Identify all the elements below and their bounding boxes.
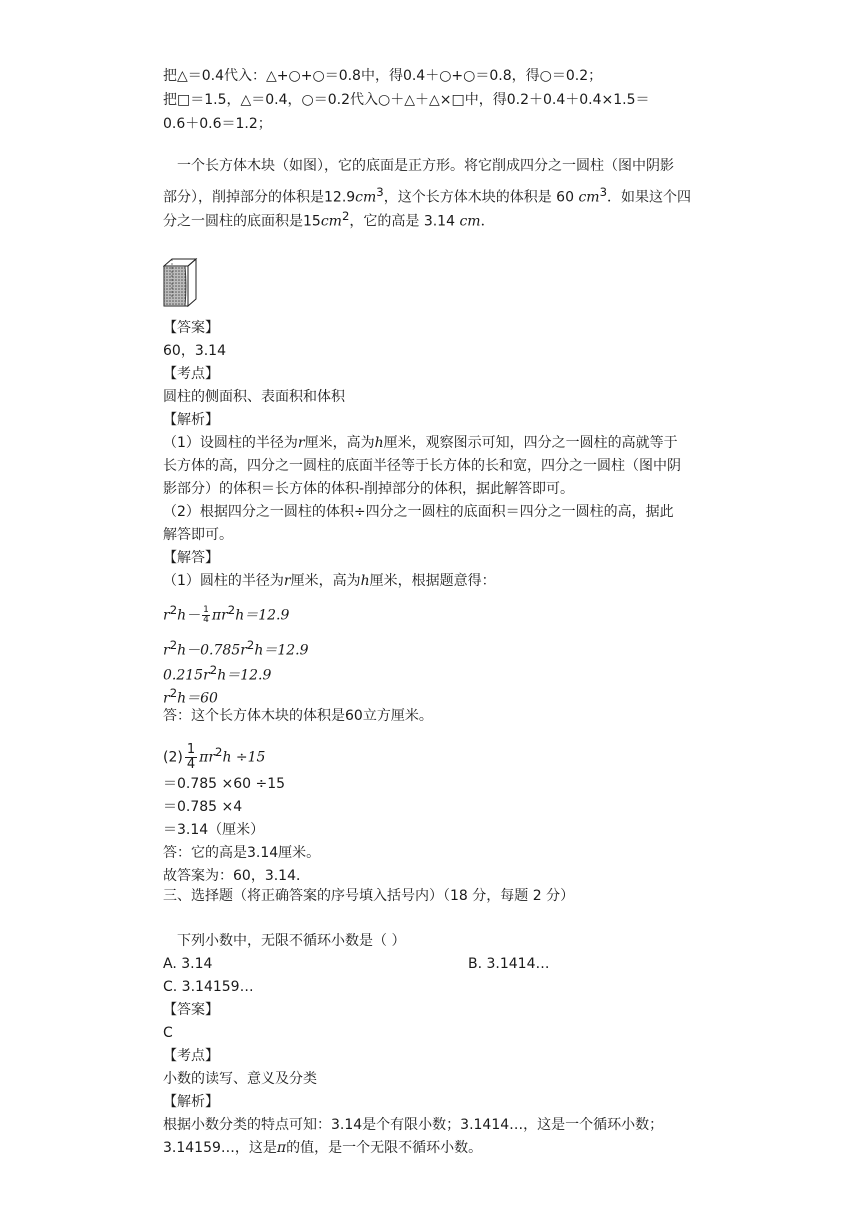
q2-analysis2-text-b: 的值，是一个无限不循环小数。 (286, 1140, 483, 1156)
q1-stem2-text-c: ．如果这个四 (606, 189, 691, 206)
cuboid-figure (163, 258, 199, 312)
fraction-numerator: 1 (186, 742, 196, 758)
eq-term: h＝12.9 (217, 667, 272, 684)
var-r: r (297, 435, 305, 451)
intro-line-3: 0.6＋0.6＝1.2； (163, 116, 272, 132)
fraction-denominator: 4 (203, 615, 209, 626)
eq-term: h ÷15 (222, 749, 266, 766)
eq-term: h＝12.9 (235, 607, 290, 624)
eq-term: h－0.785r (177, 642, 247, 659)
eq-exponent: 2 (169, 603, 178, 617)
eq-term: πr (211, 607, 228, 624)
eq-term: πr (199, 749, 216, 766)
knowledge-point-text: 圆柱的侧面积、表面积和体积 (163, 389, 345, 405)
equation-3 (163, 660, 271, 686)
answer-text: 60，3.14 (163, 343, 226, 359)
q2-knowledge-point-text: 小数的读写、意义及分类 (163, 1071, 317, 1087)
eq-term: h＝12.9 (254, 642, 309, 659)
answer-1-text: 答：这个长方体木块的体积是60立方厘米。 (163, 708, 433, 724)
q2-analysis2-text-a: 3.14159…，这是 (163, 1140, 277, 1156)
var-r: r (283, 573, 291, 589)
eq-term: r (163, 607, 170, 624)
equation-4 (163, 683, 218, 709)
solve1-text-c: 厘米，根据题意得： (369, 573, 496, 589)
q2-answer-heading: 【答案】 (163, 1002, 219, 1018)
q2-answer-text: C (163, 1025, 173, 1041)
analysis1-text-a: （1）设圆柱的半径为 (163, 435, 298, 451)
equation-5 (163, 736, 265, 774)
unit-cm: cm (578, 189, 600, 206)
cuboid-with-quarter-cylinder-icon (163, 258, 199, 308)
q2-option-b: B. 3.1414… (468, 956, 550, 972)
unit-cm: cm (459, 213, 481, 230)
analysis1-text-b: 厘米，高为 (304, 435, 375, 451)
fraction-one-quarter (185, 743, 197, 772)
eq-exponent: 2 (169, 686, 178, 700)
fraction-denominator: 4 (186, 757, 196, 773)
q2-option-a (163, 954, 550, 974)
final-answer-text: 故答案为：60，3.14． (163, 868, 310, 884)
equation-1 (163, 600, 289, 626)
q1-stem-line-3 (163, 206, 495, 232)
answer-heading: 【答案】 (163, 320, 219, 336)
equation-8: ＝3.14（厘米） (163, 822, 265, 838)
solve1-text-a: （1）圆柱的半径为 (163, 573, 284, 589)
eq-exponent: 2 (169, 638, 178, 652)
q1-stem-line-2 (163, 182, 691, 208)
q1-stem3-text-a: 分之一圆柱的底面积是15 (163, 213, 321, 230)
solve1-text-b: 厘米，高为 (290, 573, 361, 589)
solution-line-1 (163, 571, 496, 591)
eq-exponent: 2 (215, 745, 223, 759)
unit-exponent: 3 (376, 185, 384, 199)
q1-stem3-text-c: ． (480, 213, 495, 230)
equation-7: ＝0.785 ×4 (163, 799, 243, 815)
eq-term: h－ (177, 607, 201, 624)
analysis-line-3: 影部分）的体积＝长方体的体积-削掉部分的体积，据此解答即可。 (163, 481, 575, 497)
unit-cm: cm (355, 189, 377, 206)
equation-6: ＝0.785 ×60 ÷15 (163, 776, 286, 792)
answer-2-text: 答：它的高是3.14厘米。 (163, 845, 321, 861)
q2-stem: 下列小数中，无限不循环小数是（ ） (177, 933, 406, 949)
solution-heading: 【解答】 (163, 550, 219, 566)
q2-analysis-line-2 (163, 1138, 482, 1158)
q2-analysis-line-1: 根据小数分类的特点可知：3.14是个有限小数；3.1414…，这是一个循环小数； (163, 1117, 664, 1133)
analysis-line-1 (163, 433, 678, 453)
eq-term: h＝60 (177, 690, 218, 707)
section-3-title: 三、选择题（将正确答案的序号填入括号内）（18 分，每题 2 分） (163, 888, 575, 904)
q2-option-c: C. 3.14159… (163, 979, 254, 995)
fraction-numerator: 1 (203, 605, 209, 616)
intro-line-2: 把□＝1.5，△＝0.4，○＝0.2代入○＋△＋△×□中，得0.2＋0.4＋0.4×1.5＝ (163, 92, 650, 108)
q1-stem-line-1: 一个长方体木块（如图），它的底面是正方形。将它削成四分之一圆柱（图中阴影 (177, 158, 674, 174)
q1-stem3-text-b: ，它的高是 3.14 (349, 213, 460, 230)
var-h: h (374, 435, 384, 451)
equation-2 (163, 635, 309, 661)
var-h: h (360, 573, 370, 589)
option-a-label: A. 3.14 (163, 956, 213, 972)
eq-term: r (163, 690, 170, 707)
analysis-line-5: 解答即可。 (163, 527, 233, 543)
part-label: (2) (163, 749, 183, 766)
analysis-heading: 【解析】 (163, 412, 219, 428)
eq-exponent: 2 (227, 603, 236, 617)
q1-stem2-text-a: 部分），削掉部分的体积是12.9 (163, 189, 356, 206)
intro-line-1: 把△＝0.4代入：△+○+○＝0.8中，得0.4＋○+○＝0.8，得○＝0.2； (163, 68, 603, 84)
q2-knowledge-point-heading: 【考点】 (163, 1048, 219, 1064)
q1-stem2-text-b: ，这个长方体木块的体积是 60 (383, 189, 579, 206)
analysis-line-4: （2）根据四分之一圆柱的体积÷四分之一圆柱的底面积＝四分之一圆柱的高，据此 (163, 504, 674, 520)
unit-exponent: 2 (341, 209, 350, 223)
fraction-one-quarter (202, 606, 210, 625)
analysis1-text-c: 厘米，观察图示可知，四分之一圆柱的高就等于 (383, 435, 678, 451)
eq-term: r (163, 642, 170, 659)
unit-cm: cm (320, 213, 342, 230)
q2-analysis-heading: 【解析】 (163, 1094, 219, 1110)
analysis-line-2: 长方体的高，四分之一圆柱的底面半径等于长方体的长和宽，四分之一圆柱（图中阴 (163, 458, 681, 474)
knowledge-point-heading: 【考点】 (163, 366, 219, 382)
pi-symbol: π (276, 1140, 287, 1156)
eq-exponent: 2 (246, 638, 255, 652)
eq-exponent: 2 (209, 663, 218, 677)
unit-exponent: 3 (599, 185, 607, 199)
eq-term: 0.215r (163, 667, 210, 684)
